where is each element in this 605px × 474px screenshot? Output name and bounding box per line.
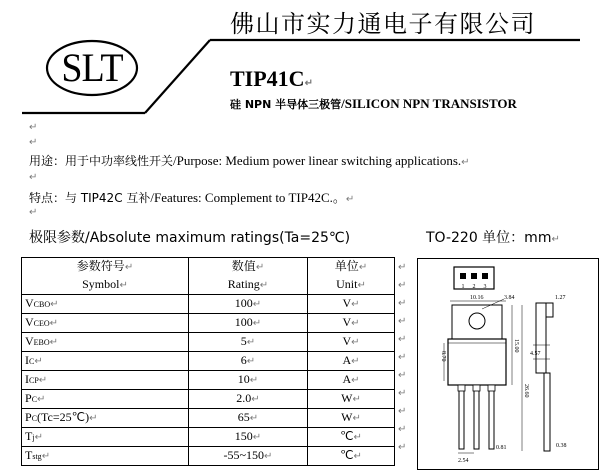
dim-label: 3.84 <box>504 295 515 301</box>
dim-label: 1.27 <box>555 295 566 301</box>
pin-label: 2 <box>472 284 476 290</box>
paragraph-mark: ↵ <box>29 172 38 183</box>
ratings-title: 极限参数/Absolute maximum ratings(Ta=25℃) <box>29 230 351 246</box>
table-row: PC↵ 2.0↵ W↵ <box>22 390 395 409</box>
paragraph-mark: ↵ <box>29 137 38 148</box>
table-row: Tj↵ 150↵ ℃↵ <box>22 428 395 447</box>
dim-label: 10.16 <box>470 295 484 301</box>
ratings-table <box>21 257 395 466</box>
pin-label: 1 <box>461 284 465 290</box>
dim-label: 2.54 <box>458 458 469 464</box>
table-row: Tstg↵ -55~150↵ ℃↵ <box>22 447 395 466</box>
to220-package-drawing <box>418 259 596 467</box>
table-row: ICP↵ 10↵ A↵ <box>22 371 395 390</box>
purpose-line: 用途：用于中功率线性开关/Purpose: Medium power linear switching applications.↵ <box>29 153 470 168</box>
paragraph-mark: ↵ <box>29 122 38 133</box>
header-rating: 数值↵ Rating↵ <box>189 258 308 295</box>
part-number: TIP41C↵ <box>230 66 313 91</box>
header-unit: 单位↵ Unit↵ <box>308 258 395 295</box>
table-row: VEBO↵ 5↵ V↵ <box>22 333 395 352</box>
table-row: VCBO↵ 100↵ V↵ <box>22 295 395 314</box>
company-name: 佛山市实力通电子有限公司 <box>230 10 536 38</box>
table-row: IC↵ 6↵ A↵ <box>22 352 395 371</box>
dim-label: 26.60 <box>523 384 529 398</box>
table-header-row <box>22 258 395 295</box>
row-end-marks: ↵ ↵ ↵ ↵ ↵ ↵ ↵ ↵ ↵ ↵ ↵ <box>398 262 407 453</box>
dim-label: 0.81 <box>496 445 507 451</box>
dim-label: 15.00 <box>513 339 519 353</box>
dim-label: 4.57 <box>530 351 541 357</box>
part-description <box>230 96 517 112</box>
dim-label: 0.38 <box>556 443 567 449</box>
features-line: 特点：与 TIP42C 互补/Features: Complement to TIP42C.。↵ <box>29 190 355 205</box>
description-cn: 硅 NPN 半导体三极管 <box>230 98 342 111</box>
header-symbol: 参数符号↵ Symbol↵ <box>22 258 189 295</box>
table-row: VCEO↵ 100↵ V↵ <box>22 314 395 333</box>
pin-label: 3 <box>483 284 487 290</box>
table-row: PC(Tc=25℃)↵ 65↵ W↵ <box>22 409 395 428</box>
description-en: /SILICON NPN TRANSISTOR <box>341 96 517 111</box>
package-title: TO-220 单位：mm↵ <box>426 230 560 246</box>
logo-text: SLT <box>61 45 123 90</box>
dim-label: 8.70 <box>440 351 446 362</box>
paragraph-mark: ↵ <box>29 207 38 218</box>
